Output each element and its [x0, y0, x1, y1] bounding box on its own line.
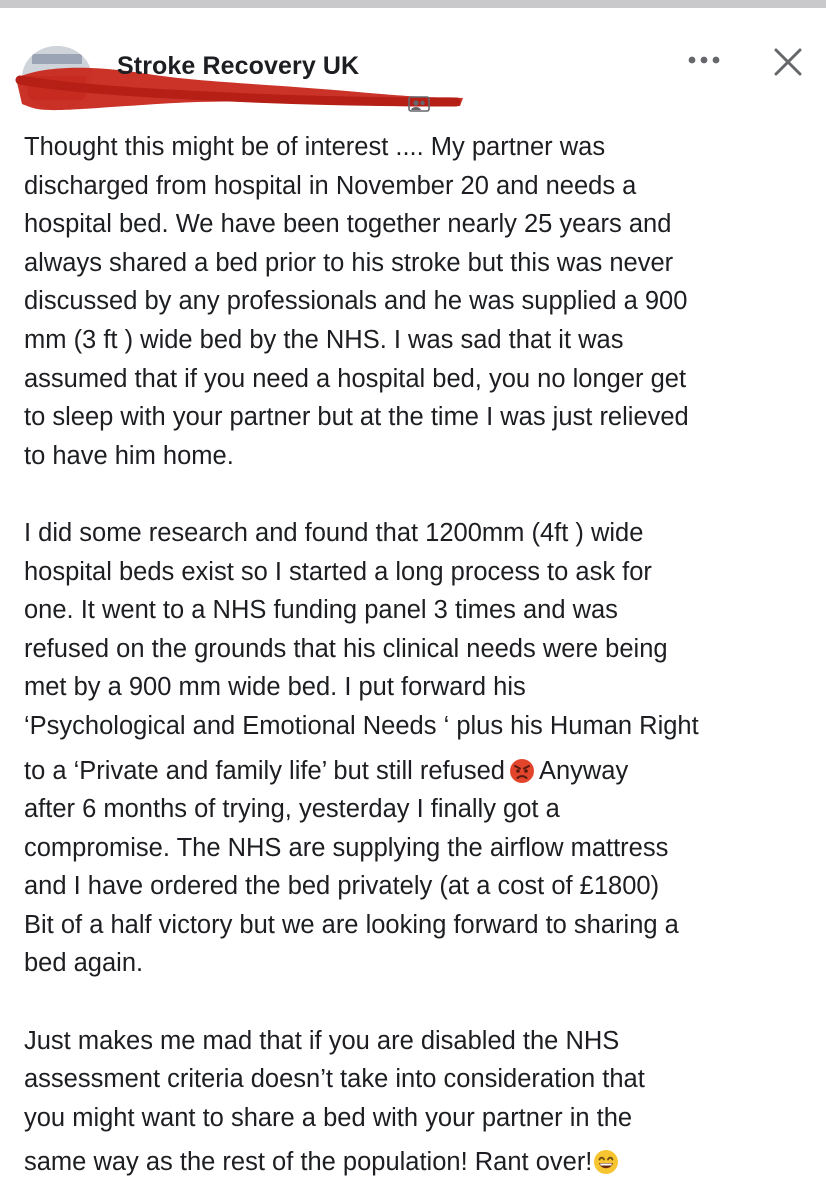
text-line: to have him home. [24, 441, 234, 470]
text-line: I did some research and found that 1200mm (4ft ) wide [24, 518, 644, 547]
text-line: met by a 900 mm wide bed. I put forward his [24, 673, 526, 702]
text-line: and I have ordered the bed privately (at a cost of £1800) [24, 872, 660, 901]
text-line: hospital bed. We have been together nearly 25 years and [24, 210, 672, 239]
close-button[interactable] [768, 44, 808, 80]
more-options-button[interactable] [684, 48, 724, 72]
text-line: one. It went to a NHS funding panel 3 times and was [24, 596, 618, 625]
text-line: assessment criteria doesn’t take into consideration that [24, 1065, 645, 1094]
text-line: mm (3 ft ) wide bed by the NHS. I was sad that it was [24, 325, 624, 354]
text-line: Thought this might be of interest .... My partner was [24, 133, 606, 161]
text-line: compromise. The NHS are supplying the airflow mattress [24, 833, 669, 862]
close-icon [773, 47, 803, 77]
text-line: to sleep with your partner but at the time I was just relieved [24, 403, 689, 432]
text-segment: Anyway [538, 756, 629, 785]
grinning-face-emoji [593, 1149, 619, 1175]
more-horizontal-icon [687, 56, 721, 64]
top-divider [0, 0, 826, 8]
text-line: you might want to share a bed with your partner in the [24, 1103, 633, 1132]
text-line: discharged from hospital in November 20 and needs a [24, 171, 637, 200]
group-members-icon [408, 96, 430, 112]
text-line: hospital beds exist so I started a long process to ask for [24, 557, 652, 586]
text-line: assumed that if you need a hospital bed, you no longer get [24, 364, 687, 393]
text-line-with-emoji [24, 752, 814, 791]
group-name[interactable]: Stroke Recovery UK [117, 52, 360, 80]
text-line: discussed by any professionals and he was supplied a 900 [24, 287, 688, 316]
text-line: after 6 months of trying, yesterday I finally got a [24, 795, 560, 824]
post-header [0, 8, 826, 120]
text-line: Just makes me mad that if you are disabled the NHS [24, 1026, 620, 1055]
text-segment: same way as the rest of the population! Rant over! [24, 1148, 593, 1177]
text-line: Bit of a half victory but we are looking forward to sharing a [24, 910, 679, 939]
text-line-with-emoji [24, 1143, 814, 1182]
text-line: always shared a bed prior to his stroke but this was never [24, 248, 674, 277]
post-paragraph [24, 128, 814, 475]
text-line: refused on the grounds that his clinical needs were being [24, 634, 668, 663]
text-line: ‘Psychological and Emotional Needs ‘ plus his Human Right [24, 711, 699, 740]
angry-face-emoji [509, 758, 535, 784]
post-paragraph [24, 514, 814, 983]
text-segment: to a ‘Private and family life’ but still refused [24, 756, 505, 785]
text-line: bed again. [24, 949, 144, 978]
post-paragraph [24, 1022, 814, 1182]
post-text [24, 128, 814, 1200]
